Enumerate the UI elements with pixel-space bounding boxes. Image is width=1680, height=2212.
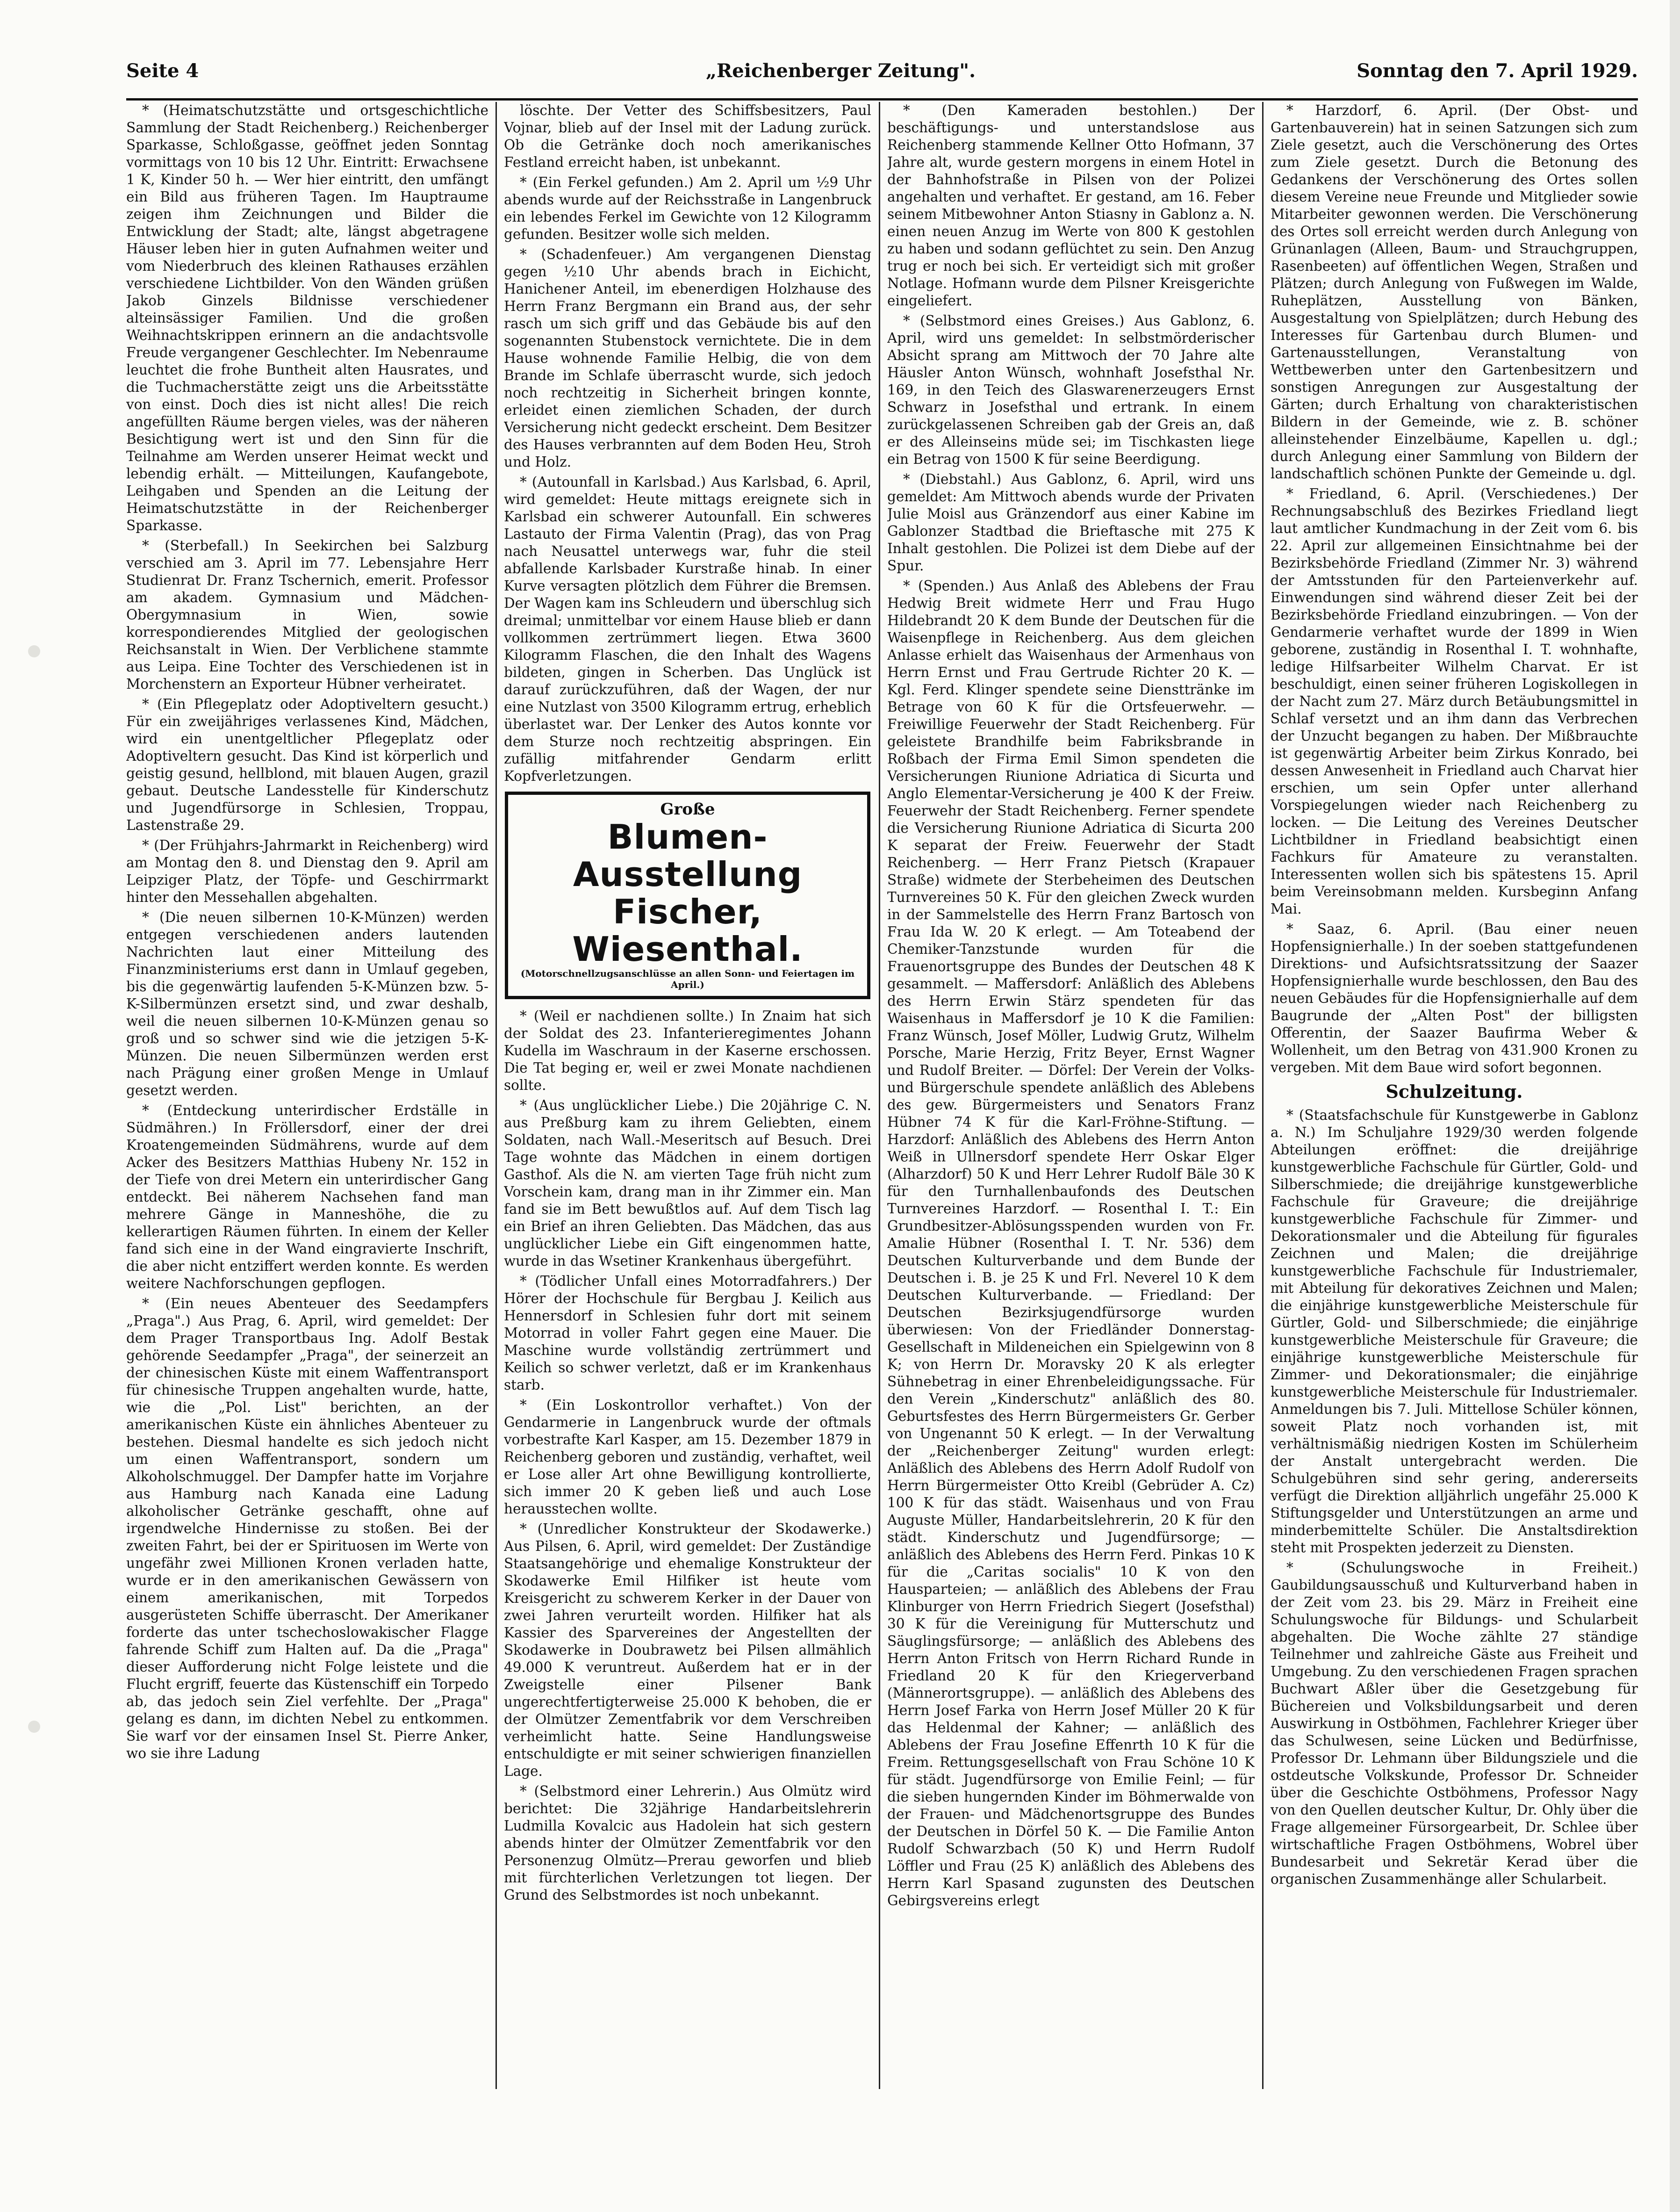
news-article: * (Sterbefall.) In Seekirchen bei Salzburg verschied am 3. April im 77. Lebensjahre Herr Studienrat Dr. Franz Tschernich, emerit. Professor am akadem. Gymnasium und Mädchen-Obergymnasium in Wien, sowie korrespondierendes Mitglied der geologischen Reichsanstalt in Wien. Der Verblichene stammte aus Leipa. Eine Tochter des Verschiedenen ist in Morchenstern an Exporteur Hübner verheiratet. [126,538,488,692]
news-article: * (Staatsfachschule für Kunstgewerbe in Gablonz a. N.) Im Schuljahre 1929/30 werden folgende Abteilungen eröffnet: die dreijährige kunstgewerbliche Fachschule für Gürtler, Gold- und Silberschmiede; die dreijährige kunstgewerbliche Fachschule für Graveure; die dreijährige kunstgewerbliche Fachschule für Zimmer- und Dekorationsmaler und die Abteilung für figurales Zeichnen und Malen; die dreijährige kunstgewerbliche Fachschule für Industriemaler, mit Abteilung für dekoratives Zeichnen und Malen; die einjährige kunstgewerbliche Meisterschule für Gürtler, Gold- und Silberschmiede; die einjährige kunstgewerbliche Meisterschule für Graveure; die einjährige kunstgewerbliche Meisterschule für Zimmer- und Dekorationsmaler; die einjährige kunstgewerbliche Meisterschule für Industriemaler. Anmeldungen bis 7. Juli. Mittellose Schüler können, soweit Platz noch vorhanden ist, mit verhältnismäßig niedrigen Kosten im Schülerheim der Anstalt untergebracht werden. Die Schulgebühren sind sehr gering, andererseits verfügt die Direktion alljährlich ungefähr 25.000 K Stiftungsgelder und Unterstützungen an arme und minderbemittelte Schüler. Die Anstaltsdirektion steht mit Prospekten jederzeit zu Diensten. [1271,1107,1638,1556]
news-article: * (Diebstahl.) Aus Gablonz, 6. April, wird uns gemeldet: Am Mittwoch abends wurde der Privaten Julie Moisl aus Gränzendorf aus einer Kabine im Gablonzer Stadtbad die Brieftasche mit 275 K Inhalt gestohlen. Die Polizei ist dem Diebe auf der Spur. [887,471,1255,574]
page-edge [1670,0,1680,2212]
news-article: * (Ein Loskontrollor verhaftet.) Von der Gendarmerie in Langenbruck wurde der oftmals vorbestrafte Karl Kasper, am 15. Dezember 1879 in Reichenberg geboren und zuständig, verhaftet, weil er Lose aller Art ohne Bewilligung kontrollierte, sich immer 20 K geben ließ und auch Lose herausstechen wollte. [504,1397,871,1517]
news-article: * (Selbstmord einer Lehrerin.) Aus Olmütz wird berichtet: Die 32jährige Handarbeitslehrerin Ludmilla Kovalcic aus Hadolein hat sich gestern abends hinter der Olmützer Zementfabrik vor den Personenzug Olmütz—Prerau geworfen und blieb mit fürchterlichen Verletzungen tot liegen. Der Grund des Selbstmordes ist noch unbekannt. [504,1783,871,1903]
binding-hole [28,1721,40,1733]
page-number: Seite 4 [126,60,199,82]
ad-line-l1: Große [660,800,715,819]
page-header [126,60,1638,97]
news-article: * Harzdorf, 6. April. (Der Obst- und Gartenbauverein) hat in seinen Satzungen sich zum Ziele gesetzt, auch die Verschönerung des Ortes zum Ziele gesetzt. Durch die Betonung des Gedankens der Verschönerung des Ortes sollen diesem Vereine neue Freunde und Mitglieder sowie Mitarbeiter gewonnen werden. Die Verschönerung des Ortes soll erreicht werden durch Anlegung von Grünanlagen (Alleen, Baum- und Strauchgruppen, Rasenbeeten) auf öffentlichen Wegen, Straßen und Plätzen; durch Anlegung von Fußwegen im Walde, Ruheplätzen, Ausstellung von Bänken, Ausgestaltung von Spielplätzen; durch Hebung des Interesses für Gartenbau durch Blumen- und Gartenausstellungen, Veranstaltung von Wettbewerben unter den Gartenbesitzern und sonstigen Anregungen zur Ausgestaltung der Gärten; durch Erhaltung von charakteristischen Bildern in der Gemeinde, wie z. B. schöner alleinstehender Einzelbäume, Kapellen u. dgl.; durch Anlegung einer Sammlung von Bildern der landschaftlich schönen Punkte der Gemeinde u. dgl. [1271,102,1638,482]
section-heading: Schulzeitung. [1386,1081,1523,1102]
news-article: * (Tödlicher Unfall eines Motorradfahrers.) Der Hörer der Hochschule für Bergbau J. Keilich aus Hennersdorf in Schlesien fuhr dort mit seinem Motorrad in voller Fahrt gegen eine Mauer. Die Maschine wurde vollständig zertrümmert und Keilich so schwer verletzt, daß er im Krankenhaus starb. [504,1273,871,1393]
news-article: * (Ein Pflegeplatz oder Adoptiveltern gesucht.) Für ein zweijähriges verlassenes Kind, Mädchen, wird ein unentgeltlicher Pflegeplatz oder Adoptiveltern gesucht. Das Kind ist körperlich und geistig gesund, hellblond, mit blauen Augen, grazil gebaut. Deutsche Landesstelle für Kinderschutz und Jugendfürsorge in Schlesien, Troppau, Lastenstraße 29. [126,696,488,833]
advertisement-box [505,792,870,999]
issue-date: Sonntag den 7. April 1929. [1357,60,1638,82]
news-article: * (Spenden.) Aus Anlaß des Ablebens der Frau Hedwig Breit widmete Herr und Frau Hugo Hildebrandt 20 K dem Bunde der Deutschen für die Waisenpflege in Reichenberg. Aus dem gleichen Anlasse erhielt das Waisenhaus der Armenhaus von Herrn Ernst und Frau Gertrude Richter 20 K. — Kgl. Ferd. Klinger spendete seine Diensttränke im Betrage von 60 K für die Ortsfeuerwehr. — Freiwillige Feuerwehr der Stadt Reichenberg. Für geleistete Brandhilfe beim Fabriksbrande in Roßbach der Firma Emil Simon spendeten die Versicherungen Riunione Adriatica di Sicurta und Anglo Elementar-Versicherung je 400 K der Freiw. Feuerwehr der Stadt Reichenberg. Ferner spendete die Versicherung Riunione Adriatica di Sicurta 200 K separat der Freiw. Feuerwehr der Stadt Reichenberg. — Herr Franz Pietsch (Krapauer Straße) widmete der Sterbeheimen des Deutschen Turnvereines 50 K. Für den gleichen Zweck wurden in der Sammelstelle des Herrn Franz Bartosch von Frau Ida W. 20 K erlegt. — Am Toteabend der Chemiker-Tanzstunde wurden für die Frauenortsgruppe des Bundes der Deutschen 48 K gesammelt. — Maffersdorf: Anläßlich des Ablebens des Herrn Erwin Stärz spendeten für das Waisenhaus in Maffersdorf je 10 K die Familien: Franz Wünsch, Josef Möller, Ludwig Grutz, Wilhelm Porsche, Marie Herzig, Fritz Beyer, Ernst Wagner und Rudolf Breiter. — Dörfel: Der Verein der Volks- und Bürgerschule spendete anläßlich des Ablebens des gew. Bürgermeisters und Senators Franz Hübner 74 K für die Karl-Fröhne-Stiftung. — Harzdorf: Anläßlich des Ablebens des Herrn Anton Weiß in Ullnersdorf spendete Herr Oskar Elger (Alharzdorf) 50 K und Herr Lehrer Rudolf Bäle 30 K für den Turnhallenbaufonds des Deutschen Turnvereines Harzdorf. — Rosenthal I. T.: Ein Grundbesitzer-Ablösungsspenden wurden von Fr. Amalie Hübner (Rosenthal I. T. Nr. 536) dem Deutschen Kulturverbande und dem Bunde der Deutschen i. B. je 25 K und Frl. Neverel 10 K dem Deutschen Kulturverbande. — Friedland: Der Deutschen Bezirksjugendfürsorge wurden überwiesen: Von der Friedländer Donnerstag-Gesellschaft in Mildeneichen ein Spielgewinn von 8 K; von Herrn Dr. Moravsky 20 K als erlegter Sühnebetrag in einer Ehrenbeleidigungssache. Für den Verein „Kinderschutz" anläßlich des 80. Geburtsfestes des Herrn Bürgermeisters Gr. Gerber von Ungenannt 50 K erlegt. — In der Verwaltung der „Reichenberger Zeitung" wurden erlegt: Anläßlich des Ablebens des Herrn Adolf Rudolf von Herrn Bürgermeister Otto Kreibl (Gebrüder A. Cz) 100 K für das städt. Waisenhaus und von Frau Auguste Müller, Handarbeitslehrerin, 20 K für den städt. Kinderschutz und Jugendfürsorge; — anläßlich des Ablebens des Herrn Ferd. Pinkas 10 K für die „Caritas socialis" 10 K von den Hausparteien; — anläßlich des Ablebens der Frau Klinburger von Herrn Friedrich Siegert (Josefsthal) 30 K für die Vereinigung für Mutterschutz und Säuglingsfürsorge; — anläßlich des Ablebens des Herrn Anton Fritsch von Herrn Richard Runde in Friedland 20 K für den Kriegerverband (Männerortsgruppe). — anläßlich des Ablebens des Herrn Josef Farka von Herrn Josef Müller 20 K für das Heldenmal der Kahner; — anläßlich des Ablebens der Frau Josefine Effenrth 10 K für die Freim. Rettungsgesellschaft von Frau Schöne 10 K für städt. Jugendfürsorge von Emilie Feinl; — für die sieben hungernden Kinder im Böhmerwalde von der Frauen- und Mädchenortsgruppe des Bundes der Deutschen in Dörfel 50 K. — Die Familie Anton Rudolf Schwarzbach (50 K) und Herrn Rudolf Löffler und Frau (25 K) anläßlich des Ablebens des Herrn Karl Spasand zugunsten des Deutschen Gebirgsvereins erlegt [887,578,1255,1909]
news-article: * (Autounfall in Karlsbad.) Aus Karlsbad, 6. April, wird gemeldet: Heute mittags ereignete sich in Karlsbad ein schwerer Autounfall. Ein schweres Lastauto der Firma Valentin (Prag), das von Prag nach Neusattel unterwegs war, fuhr die steil abfallende Karlsbader Kurstraße hinab. In einer Kurve versagten plötzlich dem Führer die Bremsen. Der Wagen kam ins Schleudern und überschlug sich dreimal; unmittelbar vor einem Hause blieb er dann vollkommen zertrümmert liegen. Etwa 3600 Kilogramm Flaschen, die den Inhalt des Wagens bildeten, gingen in Scherben. Das Unglück ist darauf zurückzuführen, daß der Wagen, der nur eine Nutzlast von 3500 Kilogramm ertrug, erheblich überlastet war. Der Lenker des Autos konnte vor dem Sturze noch rechtzeitig abspringen. Ein zufällig mitfahrender Gendarm erlitt Kopfverletzungen. [504,474,871,784]
column-divider [495,102,497,2089]
news-article: * (Unredlicher Konstrukteur der Skodawerke.) Aus Pilsen, 6. April, wird gemeldet: Der Zuständige Staatsangehörige und ehemalige Konstrukteur der Skodawerke Emil Hilfiker ist heute vom Kreisgericht zu schwerem Kerker in der Dauer von zwei Jahren verurteilt worden. Hilfiker hat als Kassier des Sparvereines der Angestellten der Skodawerke in Doubrawetz bei Pilsen allmählich 49.000 K veruntreut. Außerdem hat er in der Zweigstelle einer Pilsener Bank ungerechtfertigterweise 25.000 K behoben, die er der Olmützer Zementfabrik vor dem Verschreiben verheimlicht hatte. Seine Handlungsweise entschuldigte er mit seiner schwierigen finanziellen Lage. [504,1521,871,1779]
news-article: * (Ein neues Abenteuer des Seedampfers „Praga".) Aus Prag, 6. April, wird gemeldet: Der dem Prager Transportbaus Ing. Adolf Bestak gehörende Seedampfer „Praga", der seinerzeit an der chinesischen Küste mit einem Waffentransport für chinesische Truppen angehalten wurde, hatte, wie die „Pol. List" berichten, an der amerikanischen Küste ein ähnliches Abenteuer zu bestehen. Diesmal handelte es sich jedoch nicht um einen Waffentransport, sondern um Alkoholschmuggel. Der Dampfer hatte im Vorjahre aus Hamburg nach Kanada eine Ladung alkoholischer Getränke geschafft, ohne auf irgendwelche Hindernisse zu stoßen. Bei der zweiten Fahrt, bei der er Spirituosen im Werte von ungefähr zwei Millionen Kronen verladen hatte, wurde er in den amerikanischen Gewässern von einem amerikanischen, mit Torpedos ausgerüsteten Schiffe überrascht. Der Amerikaner forderte das unter tschechoslowakischer Flagge fahrende Schiff zum Halten auf. Da die „Praga" dieser Aufforderung nicht Folge leistete und die Flucht ergriff, feuerte das Küstenschiff ein Torpedo ab, das jedoch sein Ziel verfehlte. Der „Praga" gelang es dann, im dichten Nebel zu entkommen. Sie warf vor der einsamen Insel St. Pierre Anker, wo sie ihre Ladung [126,1296,488,1761]
news-article: löschte. Der Vetter des Schiffsbesitzers, Paul Vojnar, blieb auf der Insel mit der Ladung zurück. Ob die Getränke doch noch amerikanisches Festland erreicht haben, ist unbekannt. [504,102,871,170]
column-divider [1262,102,1264,2089]
news-article: * (Weil er nachdienen sollte.) In Znaim hat sich der Soldat des 23. Infanterieregimentes Johann Kudella im Waschraum in der Kaserne erschossen. Die Tat beging er, weil er zwei Monate nachdienen sollte. [504,1008,871,1093]
column-4 [1271,102,1638,2150]
column-divider [879,102,880,2089]
column-3 [887,102,1255,2150]
news-article: * (Selbstmord eines Greises.) Aus Gablonz, 6. April, wird uns gemeldet: In selbstmörderischer Absicht sprang am Mittwoch der 70 Jahre alte Häusler Anton Wünsch, wohnhaft Josefsthal Nr. 169, in den Teich des Glaswarenerzeugers Ernst Schwarz in Josefsthal und ertrank. In einem zurückgelassenen Schreiben gab der Greis an, daß er des Alleinseins müde sei; im Tischkasten liege ein Betrag von 1500 K für seine Beerdigung. [887,313,1255,467]
news-article: * (Schadenfeuer.) Am vergangenen Dienstag gegen ½10 Uhr abends brach in Eichicht, Hanichener Anteil, im ebenerdigen Holzhause des Herrn Franz Bergmann ein Brand aus, der sehr rasch um sich griff und das Gebäude bis auf den sogenannten Stubenstock vernichtete. Die in dem Hause wohnende Familie Helbig, die von dem Brande im Schlafe überrascht wurde, sich jedoch noch rechtzeitig in Sicherheit bringen konnte, erleidet einen ziemlichen Schaden, der durch Versicherung nicht gedeckt erscheint. Dem Besitzer des Hauses verbrannten auf dem Boden Heu, Stroh und Holz. [504,246,871,470]
news-article: * (Ein Ferkel gefunden.) Am 2. April um ½9 Uhr abends wurde auf der Reichsstraße in Langenbruck ein lebendes Ferkel im Gewichte von 12 Kilogramm gefunden. Besitzer wolle sich melden. [504,174,871,242]
news-article: * (Entdeckung unterirdischer Erdställe in Südmähren.) In Fröllersdorf, einer der drei Kroatengemeinden Südmährens, wurde auf dem Acker des Besitzers Matthias Hubeny Nr. 152 in der Tiefe von drei Metern ein unterirdischer Gang entdeckt. Bei näherem Nachsehen fand man mehrere Gänge in Manneshöhe, die zu kellerartigen Räumen führten. In einem der Keller fand sich eine in der Wand eingravierte Inschrift, die aber nicht entziffert werden konnte. Es werden weitere Nachforschungen gepflogen. [126,1102,488,1291]
ad-line-l3: Fischer, Wiesenthal. [572,892,803,969]
news-article: * Saaz, 6. April. (Bau einer neuen Hopfensignierhalle.) In der soeben stattgefundenen Direktions- und Aufsichtsratssitzung der Saazer Hopfensignierhalle wurde beschlossen, den Bau des neuen Gebäudes für die Hopfensignierhalle auf dem Baugrunde der „Alten Post" der billigsten Offerentin, der Saazer Baufirma Weber & Wollenheit, um den Betrag von 431.900 Kronen zu vergeben. Mit dem Baue wird sofort begonnen. [1271,921,1638,1075]
column-2 [504,102,871,2150]
paper-title: „Reichenberger Zeitung". [706,60,976,82]
header-rule [126,98,1638,101]
news-article: * Friedland, 6. April. (Verschiedenes.) Der Rechnungsabschluß des Bezirkes Friedland liegt laut amtlicher Kundmachung in der Zeit vom 6. bis 22. April zur allgemeinen Einsichtnahme bei der Bezirksbehörde Friedland (Zimmer Nr. 3) während der Amtsstunden für den Parteienverkehr auf. Einwendungen sind während dieser Zeit bei der Bezirksbehörde Friedland einzubringen. — Von der Gendarmerie verhaftet wurde der 1899 in Wien geborene, zuständig in Rosenthal I. T. wohnhafte, ledige Hilfsarbeiter Wilhelm Charvat. Er ist beschuldigt, einen seiner früheren Logiskollegen in der Nacht zum 27. März durch Betäubungsmittel in Schlaf versetzt und an ihm dann das Verbrechen der Unzucht begangen zu haben. Der Mißbrauchte ist gegenwärtig Arbeiter beim Zirkus Konrado, bei dessen Anwesenheit in Friedland auch Charvat hier erschien, um sein Opfer unter allerhand Vorspiegelungen wieder nach Reichenberg zu locken. — Die Leitung des Vereines Deutscher Lichtbildner in Friedland beabsichtigt einen Fachkurs für Amateure zu veranstalten. Interessenten wollen sich bis spätestens 15. April beim Vereinsobmann melden. Kursbeginn Anfang Mai. [1271,486,1638,917]
news-article: * (Schulungswoche in Freiheit.) Gaubildungsausschuß und Kulturverband haben in der Zeit vom 23. bis 29. März in Freiheit eine Schulungswoche für Bildungs- und Schularbeit abgehalten. Die Woche zählte 27 ständige Teilnehmer und zahlreiche Gäste aus Freiheit und Umgebung. Zu den verschiedenen Fragen sprachen Buchwart Aßler über die Gesetzgebung für Büchereien und Volksbildungsarbeit und deren Auswirkung in Ostböhmen, Fachlehrer Krieger über das Schulwesen, seine Lücken und Bedürfnisse, Professor Dr. Lehmann über Bildungsziele und die ostdeutsche Volkskunde, Professor Dr. Schneider über die Geschichte Ostböhmens, Professor Nagy von den Quellen deutscher Kultur, Dr. Ohly über die Frage allgemeiner Fürsorgearbeit, Dr. Schlee über wirtschaftliche Fragen Ostböhmens, Wobrel über Bundesarbeit und Sekretär Kerad über die organischen Zusammenhänge aller Schularbeit. [1271,1560,1638,1887]
column-1 [126,102,488,2150]
news-article: * (Der Frühjahrs-Jahrmarkt in Reichenberg) wird am Montag den 8. und Dienstag den 9. April am Leipziger Platz, der Töpfe- und Geschirrmarkt hinter den Messehallen abgehalten. [126,837,488,905]
news-article: * (Heimatschutzstätte und ortsgeschichtliche Sammlung der Stadt Reichenberg.) Reichenberger Sparkasse, Schloßgasse, geöffnet jeden Sonntag vormittags von 10 bis 12 Uhr. Eintritt: Erwachsene 1 K, Kinder 50 h. — Wer hier eintritt, den umfängt ein Bild aus früheren Tagen. Im Hauptraume zeigen ihm Zeichnungen und Bilder die Entwicklung der Stadt; alte, längst abgetragene Häuser leben hier in guten Aufnahmen weiter und vom Niederbruch des kleinen Rathauses erzählen verschiedene Lichtbilder. Von den Wänden grüßen Jakob Ginzels Bildnisse verschiedener alteinsässiger Familien. Und die großen Weihnachtskrippen erinnern an die andachtsvolle Freude vergangener Geschlechter. Im Nebenraume leuchtet die frohe Buntheit alten Hausrates, und die Tuchmacherstätte zeigt uns die Arbeitsstätte von einst. Doch dies ist nicht alles! Die reich angefüllten Räume bergen vieles, was der näheren Besichtigung wert ist und den Sinn für die Teilnahme am Werden unserer Heimat weckt und lebendig erhält. — Mitteilungen, Kaufangebote, Leihgaben und Spenden an die Leitung der Heimatschutzstätte in der Reichenberger Sparkasse. [126,102,488,533]
news-article: * (Den Kameraden bestohlen.) Der beschäftigungs- und unterstandslose aus Reichenberg stammende Kellner Otto Hofmann, 37 Jahre alt, wurde gestern morgens in einem Hotel in der Bahnhofstraße in Pilsen von der Polizei angehalten und verhaftet. Er gestand, am 16. Feber seinem Mitbewohner Anton Stiasny in Gablonz a. N. einen neuen Anzug im Werte von 800 K gestohlen zu haben und sodann geflüchtet zu sein. Den Anzug trug er noch bei sich. Er verteidigt sich mit großer Notlage. Hofmann wurde dem Pilsner Kreisgerichte eingeliefert. [887,102,1255,309]
ad-line-l2: Blumen-Ausstellung [573,817,803,894]
news-article: * (Die neuen silbernen 10-K-Münzen) werden entgegen verschiedenen anders lautenden Nachrichten laut einer Mitteilung des Finanzministeriums erst dann in Umlauf gegeben, bis die gegenwärtig laufenden 5-K-Münzen bzw. 5-K-Silbermünzen ersetzt sind, und zwar deshalb, weil die neuen silbernen 10-K-Münzen genau so groß und so schwer sind wie die jetzigen 5-K-Münzen. Die neuen Silbermünzen werden erst nach Prägung einer großen Menge in Umlauf gesetzt werden. [126,909,488,1098]
binding-hole [28,645,40,657]
ad-line-l4: (Motorschnellzugsanschlüsse an allen Sonn- und Feiertagen im April.) [520,968,855,990]
news-article: * (Aus unglücklicher Liebe.) Die 20jährige C. N. aus Preßburg kam zu ihrem Geliebten, einem Soldaten, nach Wall.-Meseritsch auf Besuch. Drei Tage wohnte das Mädchen in einem dortigen Gasthof. Als die N. am vierten Tage früh nicht zum Vorschein kam, drang man in ihr Zimmer ein. Man fand sie im Bett bewußtlos auf. Auf dem Tisch lag ein Brief an ihren Geliebten. Das Mädchen, das aus unglücklicher Liebe ein Gift eingenommen hatte, wurde in das Wsetiner Krankenhaus übergeführt. [504,1097,871,1269]
